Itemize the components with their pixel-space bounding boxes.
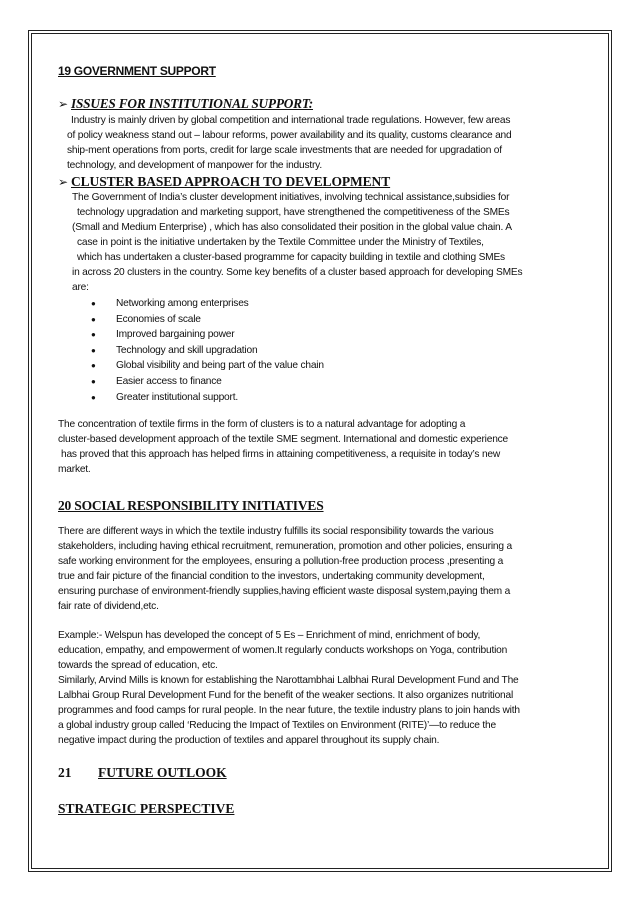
- bullet-dot-icon: ●: [91, 330, 96, 340]
- list-item: [58, 312, 586, 328]
- issues-line: Industry is mainly driven by global competition and international trade regulations. However, few areas: [71, 115, 511, 126]
- section-19-title: 19 GOVERNMENT SUPPORT: [58, 64, 216, 78]
- strategic-perspective-heading: STRATEGIC PERSPECTIVE: [58, 801, 235, 817]
- section-21-title: FUTURE OUTLOOK: [98, 765, 227, 781]
- example-line: Similarly, Arvind Mills is known for establishing the Narottambhai Lalbhai Rural Development Fund and The: [58, 675, 519, 687]
- example-line: a global industry group called ‘Reducing the Impact of Textiles on Environment (RITE)’—to reduce the: [58, 720, 496, 732]
- csr-line: ensuring purchase of environment-friendly supplies,having efficient waste disposal system,paying them a: [58, 586, 511, 598]
- benefit-text: Technology and skill upgradation: [116, 344, 258, 356]
- benefit-text: Global visibility and being part of the value chain: [116, 360, 324, 372]
- concentration-paragraph: [58, 417, 586, 477]
- bullet-dot-icon: ●: [91, 376, 96, 386]
- section-21-heading: [58, 765, 586, 781]
- benefit-text: Greater institutional support.: [116, 391, 238, 403]
- csr-paragraph: [58, 524, 586, 614]
- concentration-line: has proved that this approach has helped firms in attaining competitiveness, a requisite in today’s new: [61, 449, 501, 461]
- list-item: [58, 296, 586, 312]
- list-item: [58, 374, 586, 390]
- example-line: Lalbhai Group Rural Development Fund for the benefit of the weaker sections. It also organizes nutritional: [58, 690, 514, 702]
- cluster-line: case in point is the initiative undertaken by the Textile Committee under the Ministry of Textiles,: [77, 237, 484, 248]
- issues-paragraph: [58, 113, 586, 173]
- cluster-line: The Government of India’s cluster development initiatives, involving technical assistance,subsidies for: [72, 192, 510, 203]
- example-line: programmes and food camps for rural people. In the near future, the textile industry plans to join hands with: [58, 705, 520, 717]
- csr-line: fair rate of dividend,etc.: [58, 601, 159, 613]
- cluster-line: in across 20 clusters in the country. Some key benefits of a cluster based approach for developing SMEs: [72, 267, 523, 278]
- bullet-dot-icon: ●: [91, 345, 96, 355]
- csr-line: safe working environment for the employees, ensuring a pollution-free production process ,presenting a: [58, 556, 504, 568]
- benefit-text: Improved bargaining power: [116, 329, 235, 341]
- cluster-line: (Small and Medium Enterprise) , which has also consolidated their position in the global value chain. A: [72, 222, 512, 233]
- bullet-dot-icon: ●: [91, 392, 96, 402]
- bullet-dot-icon: ●: [91, 361, 96, 371]
- issues-line: of policy weakness stand out – labour reforms, power availability and its quality, customs clearance and: [67, 130, 512, 141]
- example-paragraph: [58, 628, 586, 748]
- cluster-line: are:: [72, 282, 89, 293]
- csr-line: There are different ways in which the textile industry fulfills its social responsibility towards the various: [58, 526, 494, 538]
- document-body: [58, 62, 586, 817]
- benefit-text: Economies of scale: [116, 313, 201, 325]
- cluster-paragraph: [58, 190, 586, 295]
- bullet-dot-icon: ●: [91, 314, 96, 324]
- csr-line: stakeholders, including having ethical recruitment, remuneration, promotion and other policies, ensuring a: [58, 541, 512, 553]
- cluster-line: technology upgradation and marketing support, have strengthened the competitiveness of the SMEs: [77, 207, 510, 218]
- cluster-line: which has undertaken a cluster-based programme for capacity building in textile and clothing SMEs: [77, 252, 505, 263]
- csr-line: true and fair picture of the financial condition to the investors, undertaking community development,: [58, 571, 485, 583]
- list-item: [58, 327, 586, 343]
- bullet-dot-icon: ●: [91, 299, 96, 308]
- arrow-bullet-icon: ➢: [58, 97, 69, 111]
- concentration-line: market.: [58, 464, 91, 476]
- issues-heading-row: [58, 96, 586, 112]
- concentration-line: The concentration of textile firms in the form of clusters is to a natural advantage for adopting a: [58, 419, 466, 431]
- benefits-list: [58, 296, 586, 405]
- example-line: towards the spread of education, etc.: [58, 660, 218, 672]
- list-item: [58, 390, 586, 406]
- issues-line: ship-ment operations from ports, credit for large scale investments that are needed for upgradation of: [67, 145, 502, 156]
- benefit-text: Networking among enterprises: [116, 298, 249, 309]
- example-line: education, empathy, and empowerment of women.It regularly conducts workshops on Yoga, contribution: [58, 645, 508, 657]
- cluster-heading-row: [58, 174, 586, 190]
- list-item: [58, 343, 586, 359]
- example-line: Example:- Welspun has developed the concept of 5 Es – Enrichment of mind, enrichment of body,: [58, 630, 481, 642]
- example-line: negative impact during the production of textiles and apparel throughout its supply chain.: [58, 735, 440, 747]
- cluster-heading: CLUSTER BASED APPROACH TO DEVELOPMENT: [71, 174, 391, 189]
- issues-heading: ISSUES FOR INSTITUTIONAL SUPPORT:: [71, 96, 314, 111]
- benefit-text: Easier access to finance: [116, 375, 222, 387]
- list-item: [58, 358, 586, 374]
- section-20-title: 20 SOCIAL RESPONSIBILITY INITIATIVES: [58, 498, 324, 514]
- issues-line: technology, and development of manpower for the industry.: [67, 160, 322, 171]
- section-21-number: 21: [58, 765, 72, 781]
- arrow-bullet-icon: ➢: [58, 175, 69, 189]
- concentration-line: cluster-based development approach of the textile SME segment. International and domestic experience: [58, 434, 509, 446]
